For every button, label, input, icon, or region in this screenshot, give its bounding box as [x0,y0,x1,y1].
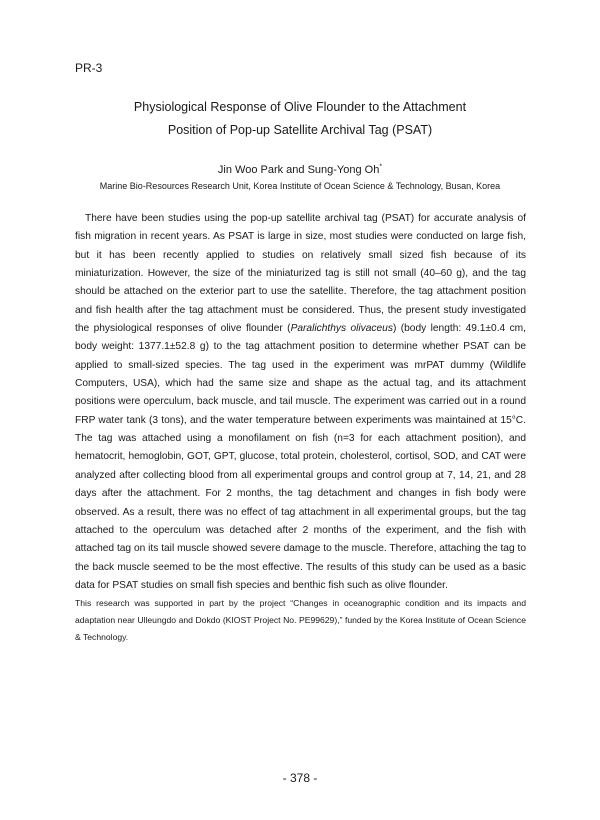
abstract-text-part-2: ) (body length: 49.1±0.4 cm, body weight: 1377.1±52.8 g) to the tag attachment position to determine whether PSAT can be applied to small-sized species. The tag used in the experiment was mrPAT dummy (Wildlife Computers, USA), which had the same size and shape as the actual tag, and its attachment positions were operculum, back muscle, and tail muscle. The experiment was carried out in a round FRP water tank (3 tons), and the water temperature between experiments was maintained at 15°C. The tag was attached using a monofilament on fish (n=3 for each attachment position), and hematocrit, hemoglobin, GOT, GPT, glucose, total protein, cholesterol, cortisol, SOD, and CAT were analyzed after collecting blood from all experimental groups and control group at 7, 14, 21, and 28 days after the attachment. For 2 months, the tag detachment and changes in fish body were observed. As a result, there was no effect of tag attachment in all experimental groups, but the tag attached to the operculum was detached after 2 months of the experiment, and the fish with attached tag on its tail muscle showed severe damage to the muscle. Therefore, attaching the tag to the back muscle seemed to be the most effective. The results of this study can be used as a basic data for PSAT studies on small fish species and benthic fish such as olive flounder. [75,323,526,591]
title-line-1: Physiological Response of Olive Flounder to the Attachment [133,100,467,114]
title-line-2: Position of Pop-up Satellite Archival Tag (PSAT) [167,123,433,137]
abstract-text-part-1: There have been studies using the pop-up satellite archival tag (PSAT) for accurate analysis of fish migration in recent years. As PSAT is large in size, most studies were conducted on large fish, but it has been recently applied to studies on relatively small sized fish because of its miniaturization. However, the size of the miniaturized tag is still not small (40–60 g), and the tag should be attached on the exterior part to use the satellite. Therefore, the tag attachment position and fish health after the tag attachment must be considered. Thus, the present study investigated the physiological responses of olive flounder ( [75,213,526,335]
page-number: - 378 - [282,771,318,785]
author-names: Jin Woo Park and Sung-Yong Oh [217,164,380,176]
corresponding-author-mark: * [379,163,383,171]
abstract-paragraph [75,210,526,595]
acknowledgement: This research was supported in part by the project “Changes in oceanographic condition and its impacts and adaptation near Ulleungdo and Dokdo (KIOST Project No. PE99629),” funded by the Korea Institute of Ocean Science & Technology. [75,598,526,642]
paper-title [0,96,600,142]
author-list [0,164,600,176]
presentation-code: PR-3 [75,61,103,75]
species-name: Paralichthys olivaceus [290,323,393,335]
author-affiliation: Marine Bio-Resources Research Unit, Korea Institute of Ocean Science & Technology, Busan, Korea [99,181,501,191]
